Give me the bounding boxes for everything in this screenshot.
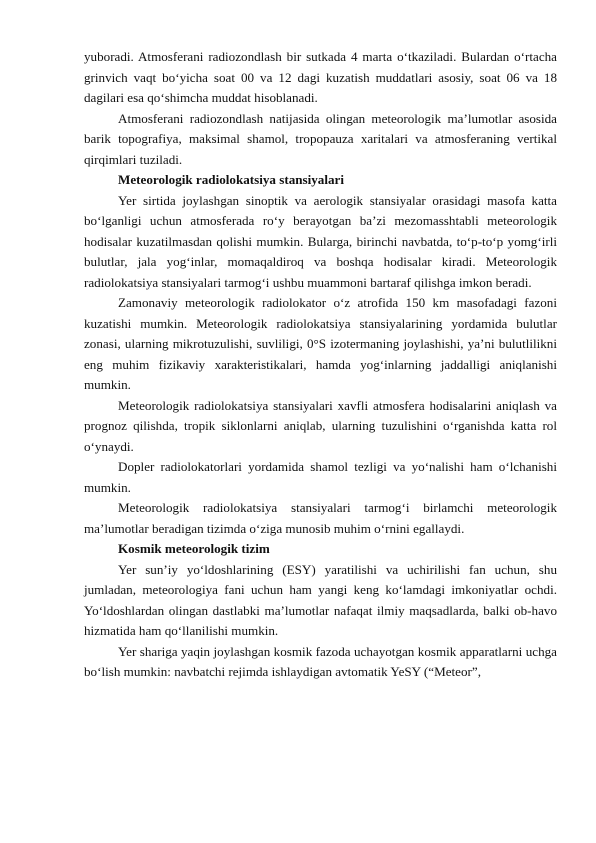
paragraph-satellites-intro: Yer sun’iy yo‘ldoshlarining (ESY) yaratilishi va uchirilishi fan uchun, shu jumladan, meteorologiya fani uchun ham yangi keng ko‘lamdagi imkoniyatlar ochdi. Yo‘ldoshlardan olingan dastlabki ma’lumotlar nafaqat ilmiy maqsadlarda, balki ob-havo hizmatida ham qo‘llanilishi mumkin. bbox=[84, 561, 557, 638]
heading-radar-stations: Meteorologik radiolokatsiya stansiyalari bbox=[118, 172, 344, 187]
paragraph-continuation: yuboradi. Atmosferani radiozondlash bir sutkada 4 marta o‘tkaziladi. Bulardan o‘rtacha grinvich vaqt bo‘yicha soat 00 va 12 dagi kuzatish muddatlari asosiy, soat 06 va 18 dagilari esa qo‘shimcha muddat hisoblanadi. bbox=[84, 49, 557, 105]
paragraph-modern-radar: Zamonaviy meteorologik radiolokator o‘z atrofida 150 km masofadagi fazoni kuzatishi mumkin. Meteorologik radiolokatsiya stansiyalarining yordamida bulutlar zonasi, ularning mikrotuzulishi, suvliligi, 0°S izotermaning joylashishi, ya’ni bulutlilikni eng muhim fizikaviy xarakteristikalari, hamda yog‘inlarning jaddalligi aniqlanishi mumkin. bbox=[84, 295, 557, 392]
document-page bbox=[84, 47, 557, 683]
paragraph-radar-network: Meteorologik radiolokatsiya stansiyalari tarmog‘i birlamchi meteorologik ma’lumotlar beradigan tizimda o‘ziga munosib muhim o‘rnini egallaydi. bbox=[84, 500, 557, 536]
paragraph-radar-intro: Yer sirtida joylashgan sinoptik va aerologik stansiyalar orasidagi masofa katta bo‘lganligi uchun atmosferada ro‘y berayotgan ba’zi mezomasshtabli meteorologik hodisalar kuzatilmasdan qolishi mumkin. Bularga, birinchi navbatda, to‘p-to‘p yomg‘irli bulutlar, jala yog‘inlar, momaqaldiroq va boshqa hodisalar kiradi. Meteorologik radiolokatsiya stansiyalari tarmog‘i ushbu muammoni bartaraf qilishga imkon beradi. bbox=[84, 192, 557, 290]
paragraph-satellite-types: Yer shariga yaqin joylashgan kosmik fazoda uchayotgan kosmik apparatlarni uchga bo‘lish mumkin: navbatchi rejimda ishlaydigan avtomatik YeSY (“Meteor”, bbox=[84, 643, 557, 679]
heading-space-system: Kosmik meteorologik tizim bbox=[118, 541, 270, 556]
paragraph-doppler: Dopler radiolokatorlari yordamida shamol tezligi va yo‘nalishi ham o‘lchanishi mumkin. bbox=[84, 459, 557, 495]
paragraph-hazard-detection: Meteorologik radiolokatsiya stansiyalari xavfli atmosfera hodisalarini aniqlash va prognoz qilishda, tropik siklonlarni aniqlab, ularning tuzulishini o‘rganishda katta rol o‘ynaydi. bbox=[84, 397, 557, 454]
paragraph-radiosonde-products: Atmosferani radiozondlash natijasida olingan meteorologik ma’lumotlar asosida barik topografiya, maksimal shamol, tropopauza xaritalari va atmosferaning vertikal qirqimlari tuziladi. bbox=[84, 110, 557, 167]
